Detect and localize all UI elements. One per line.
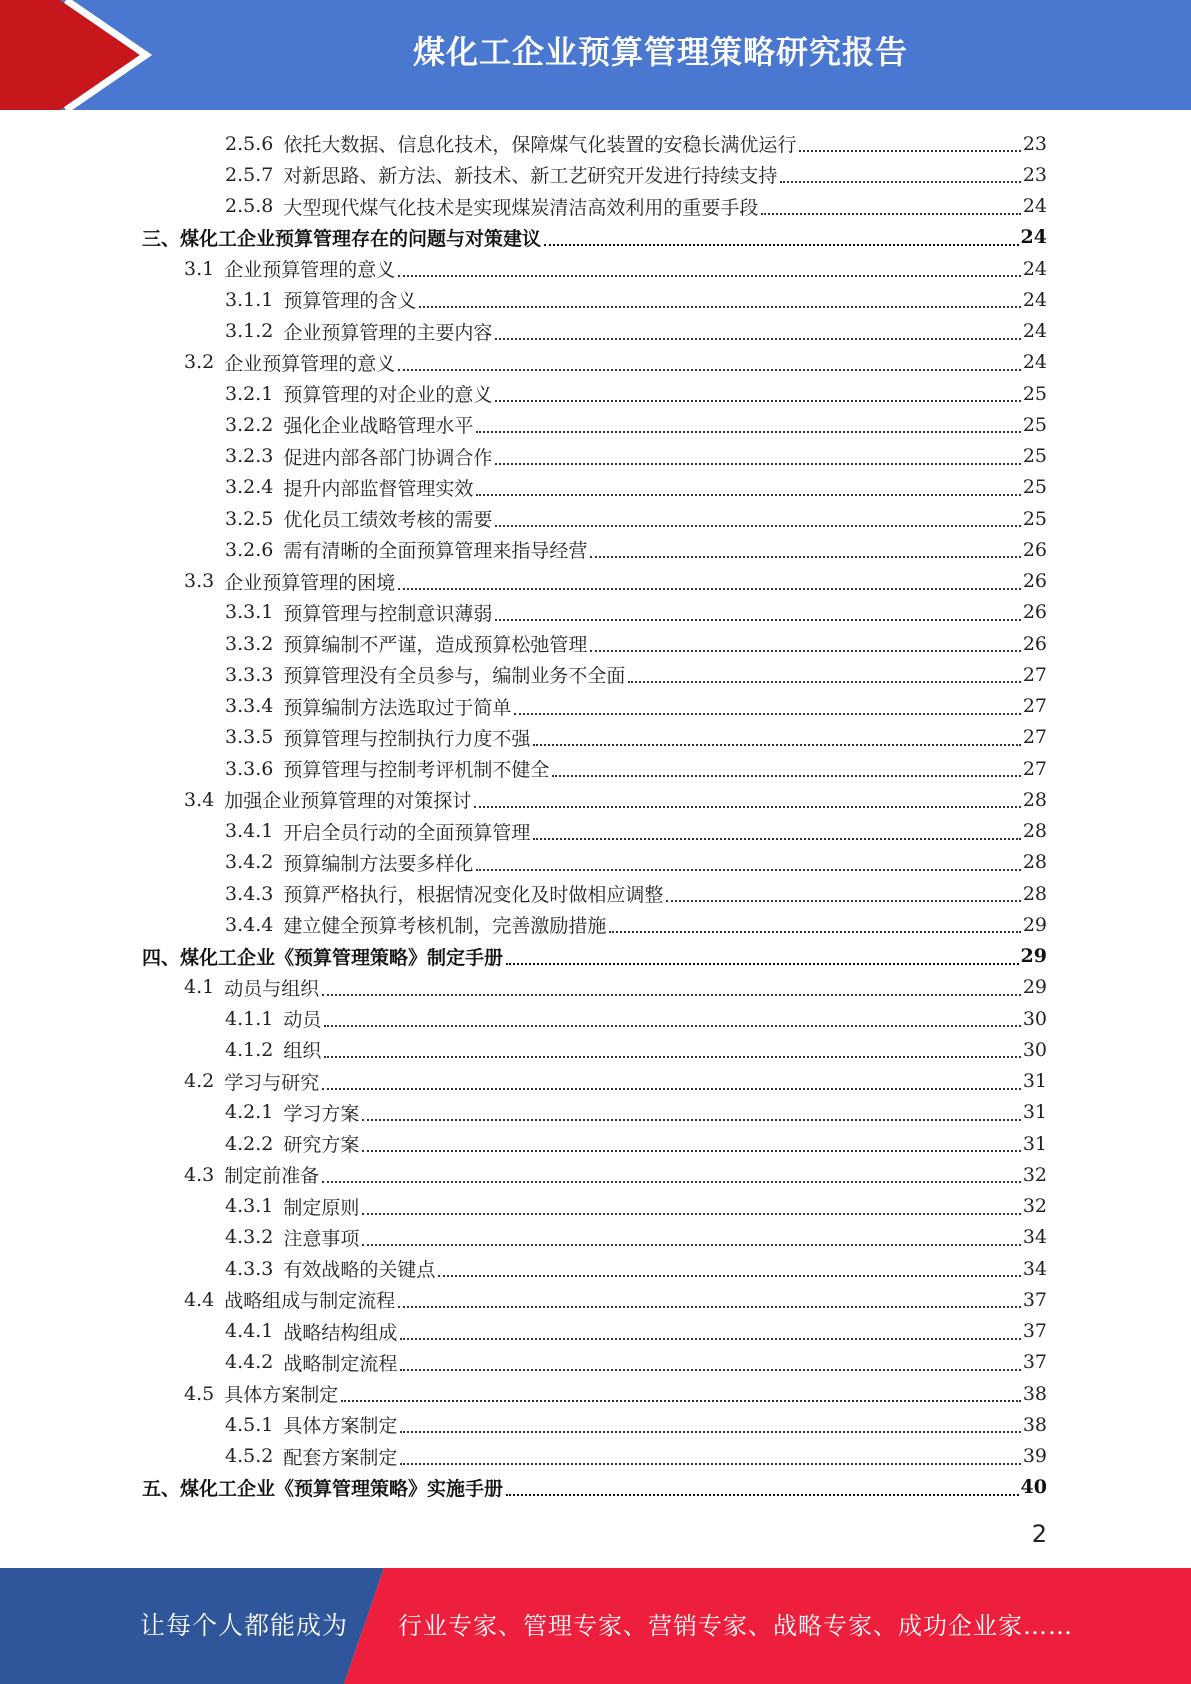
toc-dot-leader (362, 1212, 1020, 1215)
toc-entry-title: 三、煤化工企业预算管理存在的问题与对策建议 (142, 227, 542, 250)
toc-entry-page: 25 (1022, 382, 1047, 405)
toc-dot-leader (533, 743, 1020, 746)
toc-entry-number: 4.4.1 (225, 1320, 274, 1342)
toc-dot-leader (609, 930, 1020, 933)
toc-entry-title: 强化企业战略管理水平 (283, 415, 474, 438)
toc-entry[interactable] (225, 284, 1047, 315)
toc-entry-title: 五、煤化工企业《预算管理策略》实施手册 (142, 1477, 504, 1500)
toc-entry-title: 四、煤化工企业《预算管理策略》制定手册 (142, 946, 504, 969)
toc-entry-title: 需有清晰的全面预算管理来指导经营 (283, 540, 588, 563)
toc-entry-title: 配套方案制定 (283, 1446, 398, 1469)
toc-dot-leader (324, 1024, 1020, 1027)
toc-entry[interactable] (184, 784, 1047, 815)
toc-entry-page: 24 (1022, 288, 1047, 311)
toc-entry-title: 研究方案 (283, 1134, 360, 1156)
toc-entry[interactable] (225, 1316, 1047, 1347)
toc-entry[interactable] (142, 222, 1047, 253)
toc-entry-number: 2.5.6 (225, 132, 274, 155)
toc-entry[interactable] (184, 1284, 1047, 1315)
toc-entry-number: 4.4 (184, 1288, 215, 1311)
toc-entry-page: 27 (1022, 757, 1047, 780)
toc-dot-leader (398, 368, 1021, 371)
toc-entry-page: 31 (1022, 1070, 1047, 1092)
toc-entry[interactable] (225, 816, 1047, 847)
toc-entry-page: 28 (1022, 851, 1047, 874)
toc-entry-title: 学习方案 (283, 1102, 360, 1125)
toc-dot-leader (780, 180, 1020, 183)
toc-entry-number: 3.1.2 (225, 320, 274, 342)
toc-dot-leader (398, 274, 1021, 277)
toc-dot-leader (398, 1305, 1021, 1308)
toc-entry-number: 3.2.5 (225, 507, 274, 530)
toc-dot-leader (362, 1149, 1020, 1152)
toc-dot-leader (438, 1274, 1020, 1277)
toc-entry-page: 23 (1022, 163, 1047, 186)
toc-entry-page: 25 (1022, 445, 1047, 467)
toc-entry[interactable] (184, 253, 1047, 284)
toc-entry-title: 对新思路、新方法、新技术、新工艺研究开发进行持续支持 (283, 165, 778, 188)
toc-entry-title: 注意事项 (283, 1227, 360, 1250)
toc-entry-title: 预算管理的含义 (283, 290, 417, 313)
toc-entry[interactable] (225, 1128, 1047, 1159)
toc-entry[interactable] (184, 1159, 1047, 1190)
toc-dot-leader (514, 712, 1020, 715)
toc-dot-leader (628, 680, 1020, 683)
toc-dot-leader (341, 1399, 1021, 1402)
toc-entry-title: 有效战略的关键点 (283, 1259, 436, 1281)
toc-entry-number: 2.5.7 (225, 163, 274, 186)
footer-slogan-left: 让每个人都能成为 (140, 1611, 349, 1640)
toc-entry-number: 3.1 (184, 257, 215, 280)
page-header (0, 0, 1191, 110)
toc-entry-page: 26 (1022, 538, 1047, 561)
toc-entry[interactable] (225, 191, 1047, 222)
toc-entry[interactable] (225, 691, 1047, 722)
toc-entry-page: 32 (1022, 1195, 1047, 1217)
toc-entry[interactable] (225, 909, 1047, 940)
toc-entry[interactable] (225, 1003, 1047, 1034)
toc-entry-page: 24 (1022, 351, 1047, 374)
toc-dot-leader (400, 1462, 1020, 1465)
toc-dot-leader (362, 1243, 1020, 1246)
toc-entry[interactable] (184, 347, 1047, 378)
toc-entry-number: 3.3.2 (225, 632, 274, 655)
toc-entry[interactable] (225, 1347, 1047, 1378)
toc-dot-leader (398, 587, 1021, 590)
toc-entry-title: 制定前准备 (224, 1165, 320, 1188)
toc-entry-title: 企业预算管理的主要内容 (283, 321, 493, 344)
toc-entry-number: 3.3.6 (225, 757, 274, 780)
toc-entry-page: 38 (1022, 1382, 1047, 1405)
toc-entry-number: 3.2.4 (225, 476, 274, 499)
toc-entry-title: 动员 (283, 1009, 322, 1031)
toc-entry-number: 3.4.3 (225, 882, 274, 905)
toc-entry-page: 34 (1022, 1226, 1047, 1249)
toc-entry-number: 3.4.1 (225, 820, 274, 842)
toc-entry-number: 3.2.3 (225, 445, 274, 467)
toc-entry[interactable] (225, 128, 1047, 159)
toc-entry-number: 4.5.2 (225, 1445, 274, 1467)
toc-dot-leader (476, 868, 1020, 871)
toc-entry-title: 预算严格执行，根据情况变化及时做相应调整 (283, 884, 664, 906)
toc-dot-leader (590, 649, 1020, 652)
toc-entry-page: 37 (1022, 1351, 1047, 1374)
toc-entry[interactable] (225, 1034, 1047, 1065)
toc-entry-number: 3.2.6 (225, 538, 274, 561)
toc-dot-leader (362, 1118, 1020, 1121)
toc-entry-title: 预算编制方法要多样化 (283, 852, 474, 875)
toc-entry-page: 27 (1022, 726, 1047, 749)
toc-entry-page: 28 (1022, 820, 1047, 842)
toc-entry-number: 4.3 (184, 1163, 215, 1186)
toc-entry-number: 4.1.2 (225, 1038, 274, 1061)
toc-dot-leader (400, 1430, 1020, 1433)
toc-entry-page: 28 (1022, 882, 1047, 905)
toc-dot-leader (495, 399, 1020, 402)
toc-dot-leader (400, 1337, 1020, 1340)
toc-entry[interactable] (184, 972, 1047, 1003)
toc-entry-page: 24 (1022, 320, 1047, 342)
toc-entry[interactable] (225, 409, 1047, 440)
toc-entry-title: 开启全员行动的全面预算管理 (283, 821, 531, 844)
page-footer (0, 1568, 1191, 1684)
toc-entry-page: 37 (1022, 1320, 1047, 1342)
toc-entry[interactable] (225, 472, 1047, 503)
toc-dot-leader (495, 337, 1020, 340)
toc-entry-title: 提升内部监督管理实效 (283, 477, 474, 500)
toc-entry-title: 预算管理与控制考评机制不健全 (283, 759, 550, 781)
toc-dot-leader (476, 430, 1020, 433)
toc-entry-title: 具体方案制定 (224, 1384, 339, 1406)
toc-entry[interactable] (225, 1409, 1047, 1440)
toc-entry-page: 29 (1020, 945, 1047, 967)
toc-dot-leader (476, 493, 1020, 496)
footer-slogan-right: 行业专家、管理专家、营销专家、战略专家、成功企业家…… (398, 1612, 1073, 1640)
toc-entry-page: 27 (1022, 663, 1047, 686)
toc-entry-number: 4.3.2 (225, 1226, 274, 1249)
toc-entry-title: 建立健全预算考核机制，完善激励措施 (283, 915, 607, 938)
toc-entry-title: 制定原则 (283, 1196, 360, 1219)
toc-entry-title: 动员与组织 (224, 977, 320, 1000)
toc-entry-title: 战略组成与制定流程 (224, 1290, 396, 1313)
toc-entry-page: 30 (1022, 1038, 1047, 1061)
toc-entry[interactable] (184, 566, 1047, 597)
toc-entry-page: 30 (1022, 1007, 1047, 1030)
toc-entry-page: 26 (1022, 570, 1047, 592)
toc-entry[interactable] (225, 1222, 1047, 1253)
toc-entry-title: 促进内部各部门协调合作 (283, 446, 493, 469)
toc-dot-leader (324, 1055, 1020, 1058)
toc-entry-page: 34 (1022, 1257, 1047, 1280)
toc-entry-title: 具体方案制定 (283, 1415, 398, 1438)
toc-entry-title: 预算管理没有全员参与，编制业务不全面 (283, 665, 626, 688)
toc-dot-leader (799, 149, 1020, 152)
toc-entry[interactable] (225, 1253, 1047, 1284)
toc-entry-number: 3.3.3 (225, 663, 274, 686)
toc-entry[interactable] (225, 847, 1047, 878)
toc-entry-page: 24 (1022, 257, 1047, 280)
toc-entry-title: 战略结构组成 (283, 1321, 398, 1344)
toc-entry[interactable] (225, 878, 1047, 909)
toc-entry[interactable] (225, 316, 1047, 347)
toc-dot-leader (533, 837, 1020, 840)
toc-dot-leader (506, 1493, 1019, 1496)
toc-entry-page: 38 (1022, 1413, 1047, 1436)
toc-entry-page: 29 (1022, 913, 1047, 936)
toc-dot-leader (322, 993, 1021, 996)
toc-entry-number: 3.4.2 (225, 851, 274, 874)
toc-dot-leader (322, 1087, 1021, 1090)
toc-entry-title: 企业预算管理的意义 (224, 352, 396, 375)
toc-entry[interactable] (184, 1066, 1047, 1097)
toc-entry-title: 预算管理与控制执行力度不强 (283, 727, 531, 750)
toc-entry-number: 3.3 (184, 570, 215, 592)
toc-entry-page: 28 (1022, 788, 1047, 811)
report-title: 煤化工企业预算管理策略研究报告 (412, 33, 908, 71)
toc-dot-leader (552, 774, 1020, 777)
toc-entry-page: 26 (1022, 632, 1047, 655)
toc-entry[interactable] (184, 1378, 1047, 1409)
toc-entry-number: 4.5.1 (225, 1413, 274, 1436)
toc-entry-title: 预算编制方法选取过于简单 (283, 696, 512, 719)
toc-entry[interactable] (225, 378, 1047, 409)
toc-entry-page: 32 (1022, 1163, 1047, 1186)
toc-entry-title: 预算编制不严谨，造成预算松弛管理 (283, 634, 588, 656)
toc-dot-leader (419, 305, 1020, 308)
toc-entry-title: 企业预算管理的困境 (224, 571, 396, 594)
toc-entry-title: 战略制定流程 (283, 1352, 398, 1375)
page-number: 2 (1031, 1520, 1047, 1548)
toc-dot-leader (590, 555, 1020, 558)
toc-entry-page: 39 (1022, 1445, 1047, 1467)
toc-entry[interactable] (225, 753, 1047, 784)
toc-entry-page: 25 (1022, 507, 1047, 530)
toc-entry-page: 37 (1022, 1288, 1047, 1311)
toc-entry-number: 3.2.2 (225, 413, 274, 436)
toc-entry-page: 40 (1020, 1476, 1047, 1499)
toc-entry[interactable] (225, 1441, 1047, 1472)
toc-entry[interactable] (225, 597, 1047, 628)
toc-entry[interactable] (225, 534, 1047, 565)
toc-entry-number: 4.5 (184, 1382, 215, 1405)
toc-entry[interactable] (142, 1472, 1047, 1503)
toc-entry-number: 3.2.1 (225, 382, 274, 405)
toc-entry-page: 29 (1022, 976, 1047, 999)
toc-entry-number: 3.4 (184, 788, 215, 811)
toc-entry-page: 25 (1022, 476, 1047, 499)
toc-entry-title: 大型现代煤气化技术是实现煤炭清洁高效利用的重要手段 (283, 196, 759, 219)
toc-entry[interactable] (225, 659, 1047, 690)
toc-entry[interactable] (225, 1097, 1047, 1128)
toc-entry-number: 3.4.4 (225, 913, 274, 936)
toc-entry[interactable] (225, 441, 1047, 472)
toc-dot-leader (506, 962, 1019, 965)
toc-dot-leader (666, 899, 1020, 902)
toc-entry-number: 4.2.2 (225, 1132, 274, 1155)
toc-entry-number: 3.3.4 (225, 695, 274, 717)
toc-entry-page: 24 (1020, 226, 1047, 249)
toc-entry[interactable] (225, 722, 1047, 753)
toc-entry-page: 26 (1022, 601, 1047, 624)
toc-entry[interactable] (142, 941, 1047, 972)
toc-entry-number: 4.3.3 (225, 1257, 274, 1280)
toc-dot-leader (495, 524, 1020, 527)
toc-dot-leader (544, 243, 1019, 246)
toc-entry-title: 预算管理与控制意识薄弱 (283, 602, 493, 625)
toc-entry-number: 3.3.5 (225, 726, 274, 749)
toc-entry-number: 3.3.1 (225, 601, 274, 624)
toc-entry-title: 优化员工绩效考核的需要 (283, 509, 493, 531)
toc-entry-page: 27 (1022, 695, 1047, 717)
toc-entry-title: 学习与研究 (224, 1071, 320, 1094)
toc-entry-title: 加强企业预算管理的对策探讨 (224, 790, 472, 813)
toc-entry-title: 依托大数据、信息化技术，保障煤气化装置的安稳长满优运行 (283, 134, 797, 156)
toc-entry-number: 4.2.1 (225, 1101, 274, 1124)
toc-entry-number: 4.4.2 (225, 1351, 274, 1374)
toc-entry-number: 3.1.1 (225, 288, 274, 311)
toc-entry[interactable] (225, 1191, 1047, 1222)
toc-dot-leader (495, 618, 1020, 621)
toc-dot-leader (761, 212, 1020, 215)
toc-dot-leader (495, 462, 1020, 465)
toc-entry-page: 31 (1022, 1132, 1047, 1155)
toc-entry[interactable] (225, 503, 1047, 534)
toc-entry-number: 4.1.1 (225, 1007, 274, 1030)
toc-entry-page: 25 (1022, 413, 1047, 436)
toc-dot-leader (322, 1180, 1021, 1183)
toc-entry[interactable] (225, 628, 1047, 659)
toc-dot-leader (474, 805, 1021, 808)
toc-entry-page: 24 (1022, 195, 1047, 217)
toc-entry-number: 3.2 (184, 351, 215, 374)
toc-entry-number: 4.2 (184, 1070, 215, 1092)
toc-entry-number: 4.1 (184, 976, 215, 999)
toc-entry-title: 预算管理的对企业的意义 (283, 384, 493, 406)
toc-dot-leader (400, 1368, 1020, 1371)
toc-entry-page: 31 (1022, 1101, 1047, 1124)
toc-entry-number: 2.5.8 (225, 195, 274, 217)
toc-entry-title: 组织 (283, 1040, 322, 1063)
toc-entry[interactable] (225, 159, 1047, 190)
toc-entry-page: 23 (1022, 132, 1047, 155)
toc-entry-number: 4.3.1 (225, 1195, 274, 1217)
toc-entry-title: 企业预算管理的意义 (224, 259, 396, 281)
